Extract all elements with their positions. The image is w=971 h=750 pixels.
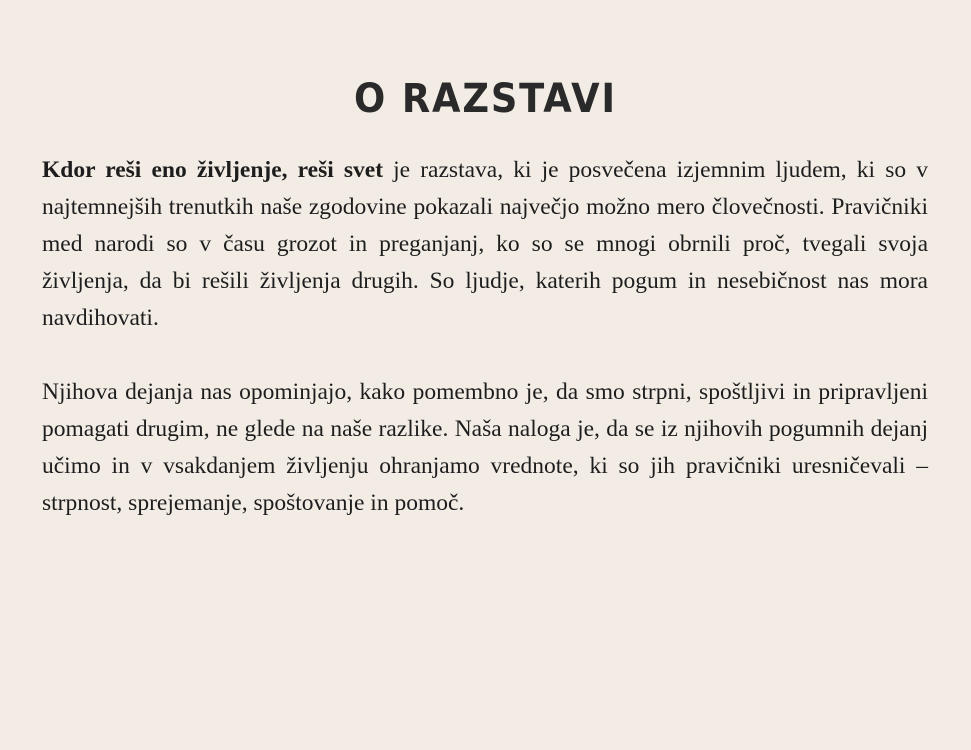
paragraph-intro [42, 152, 928, 337]
page-title: O RAZSTAVI [354, 75, 617, 122]
exhibition-name: Kdor reši eno življenje, reši svet [42, 157, 384, 183]
paragraph-intro-text: je razstava, ki je posvečena izjemnim ljudem, ki so v najtemnejših trenutkih naše zgodovine pokazali največjo možno mero človečnosti. Pravičniki med narodi so v času grozot in preganjanj, ko so se mnogi obrnili proč, tvegali svoja življenja, da bi rešili življenja drugih. So ljudje, katerih pogum in nesebičnost nas mora navdihovati. [42, 157, 928, 331]
article-body [42, 152, 928, 522]
paragraph-values: Njihova dejanja nas opominjajo, kako pomembno je, da smo strpni, spoštljivi in pripravljeni pomagati drugim, ne glede na naše razlike. Naša naloga je, da se iz njihovih pogumnih dejanj učimo in v vsakdanjem življenju ohranjamo vrednote, ki so jih pravičniki uresničevali – strpnost, sprejemanje, spoštovanje in pomoč. [42, 379, 928, 516]
